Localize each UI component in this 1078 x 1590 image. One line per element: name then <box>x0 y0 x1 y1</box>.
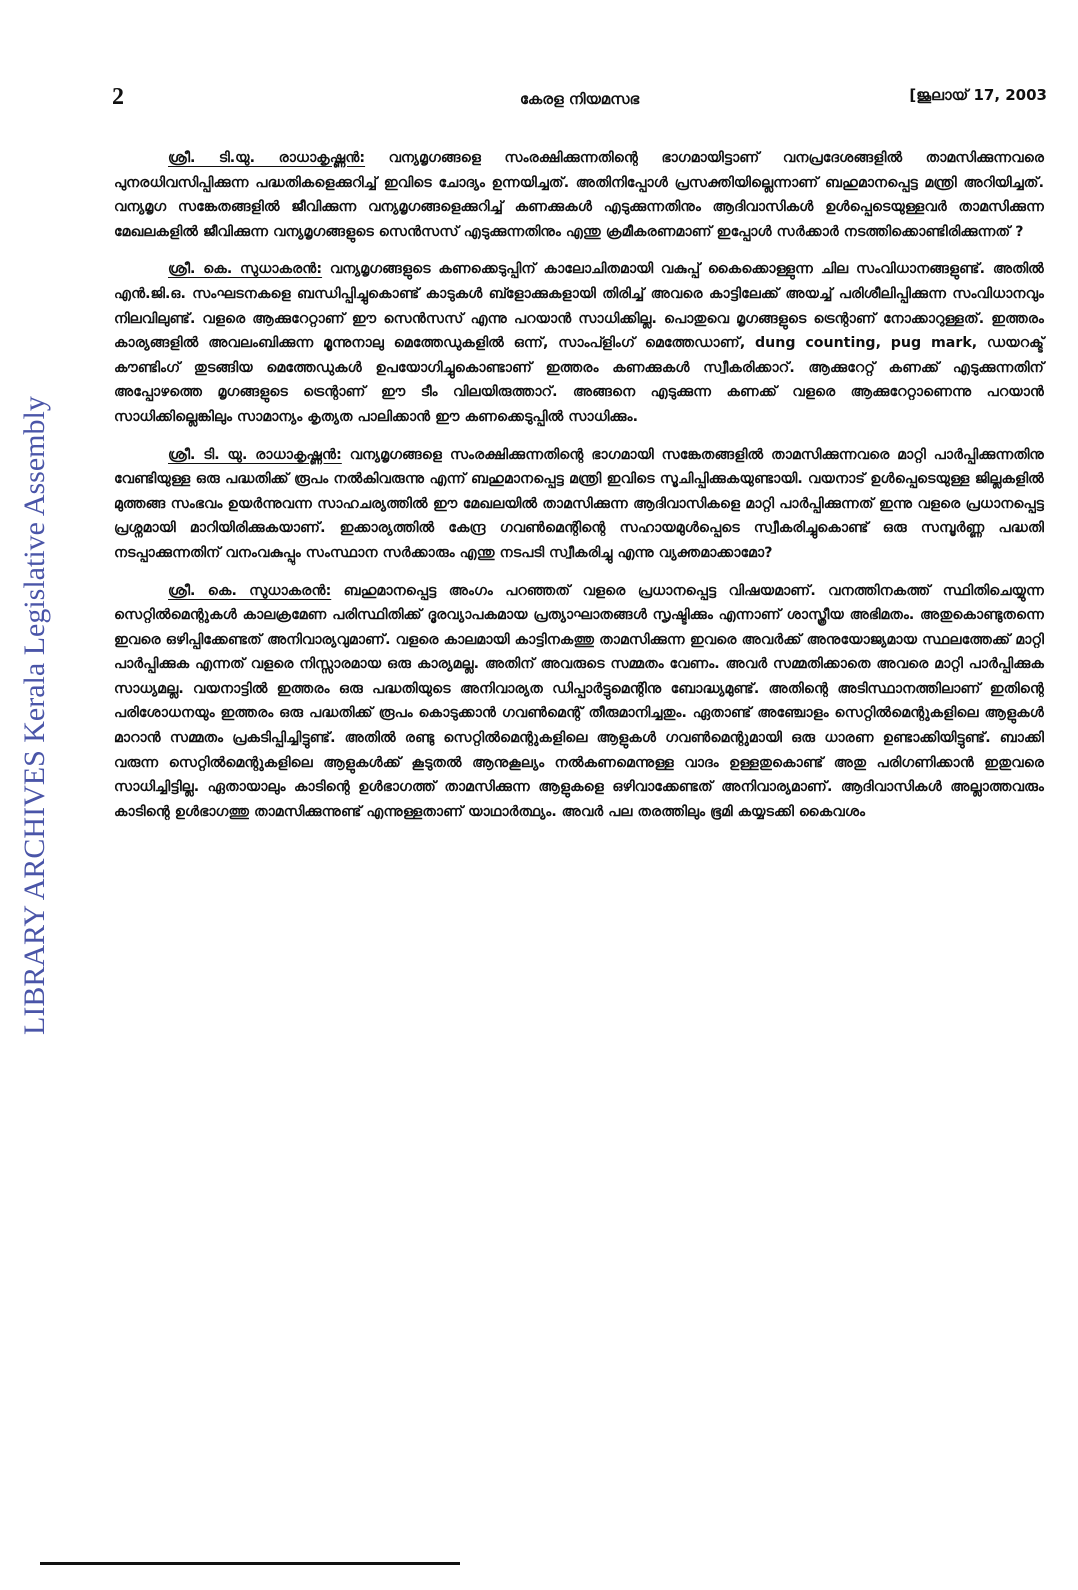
paragraph-4 <box>114 579 1044 825</box>
footer-rule <box>40 1562 460 1565</box>
speaker-name: ശ്രീ. കെ. സുധാകരൻ: <box>168 261 323 278</box>
paragraph-text: വന്യമൃഗങ്ങളെ സംരക്ഷിക്കുന്നതിന്റെ ഭാഗമായിട്ടാണ് വനപ്രദേശങ്ങളിൽ താമസിക്കുന്നവരെ പുനരധിവസിപ്പിക്കുന്ന പദ്ധതികളെക്കുറിച്ച് ഇവിടെ ചോദ്യം ഉന്നയിച്ചത്. അതിനിപ്പോൾ പ്രസക്തിയില്ലെന്നാണ് ബഹുമാനപ്പെട്ട മന്ത്രി അറിയിച്ചത്. വന്യമൃഗ സങ്കേതങ്ങളിൽ ജീവിക്കുന്ന വന്യമൃഗങ്ങളെക്കുറിച്ച് കണക്കുകൾ എടുക്കുന്നതിനും ആദിവാസികൾ ഉൾപ്പെടെയുള്ളവർ താമസിക്കുന്ന മേഖലകളിൽ ജീവിക്കുന്ന വന്യമൃഗങ്ങളുടെ സെൻസസ് എടുക്കുന്നതിനും എന്തു ക്രമീകരണമാണ് ഇപ്പോൾ സർക്കാർ നടത്തിക്കൊണ്ടിരിക്കുന്നത് ? <box>114 150 1044 240</box>
archive-watermark: LIBRARY ARCHIVES Kerala Legislative Assembly <box>18 396 51 1035</box>
paragraph-2 <box>114 257 1044 429</box>
page-header <box>112 84 1047 124</box>
speaker-name: ശ്രീ. ടി.യു. രാധാകൃഷ്ണൻ: <box>168 150 366 166</box>
paragraph-text: ബഹുമാനപ്പെട്ട അംഗം പറഞ്ഞത് വളരെ പ്രധാനപ്പെട്ട വിഷയമാണ്. വനത്തിനകത്ത് സ്ഥിതിചെയ്യുന്ന സെറ്റിൽമെന്റുകൾ കാലക്രമേണ പരിസ്ഥിതിക്ക് ദൂരവ്യാപകമായ പ്രത്യാഘാതങ്ങൾ സൃഷ്ടിക്കും എന്നാണ് ശാസ്ത്രീയ അഭിമതം. അതുകൊണ്ടുതന്നെ ഇവരെ ഒഴിപ്പിക്കേണ്ടത് അനിവാര്യവുമാണ്. വളരെ കാലമായി കാട്ടിനകത്തു താമസിക്കുന്ന ഇവരെ അവർക്ക് അനുയോജ്യമായ സ്ഥലത്തേക്ക് മാറ്റി പാർപ്പിക്കുക എന്നത് വളരെ നിസ്സാരമായ ഒരു കാര്യമല്ല. അതിന് അവരുടെ സമ്മതം വേണം. അവർ സമ്മതിക്കാതെ അവരെ മാറ്റി പാർപ്പിക്കുക സാധ്യമല്ല. വയനാട്ടിൽ ഇത്തരം ഒരു പദ്ധതിയുടെ അനിവാര്യത ഡിപ്പാർട്ടുമെന്റിനു ബോദ്ധ്യമുണ്ട്. അതിന്റെ അടിസ്ഥാനത്തിലാണ് ഇതിന്റെ പരിശോധനയും ഇത്തരം ഒരു പദ്ധതിക്ക് രൂപം കൊടുക്കാൻ ഗവൺമെന്റ് തീരുമാനിച്ചതും. ഏതാണ്ട് അഞ്ചോളം സെറ്റിൽമെന്റുകളിലെ ആളുകൾ മാറാൻ സമ്മതം പ്രകടിപ്പിച്ചിട്ടുണ്ട്. അതിൽ രണ്ടു സെറ്റിൽമെന്റുകളിലെ ആളുകൾ ഗവൺമെന്റുമായി ഒരു ധാരണ ഉണ്ടാക്കിയിട്ടുണ്ട്. ബാക്കി വരുന്ന സെറ്റിൽമെന്റുകളിലെ ആളുകൾക്ക് കൂടുതൽ ആനുകൂല്യം നൽകണമെന്നുള്ള വാദം ഉള്ളതുകൊണ്ട് അതു പരിഗണിക്കാൻ ഇതുവരെ സാധിച്ചിട്ടില്ല. ഏതായാലും കാടിന്റെ ഉൾഭാഗത്ത് താമസിക്കുന്ന ആളുകളെ ഒഴിവാക്കേണ്ടത് അനിവാര്യമാണ്. ആദിവാസികൾ അല്ലാത്തവരും കാടിന്റെ ഉൾഭാഗത്തു താമസിക്കുന്നുണ്ട് എന്നുള്ളതാണ് യാഥാർത്ഥ്യം. അവർ പല തരത്തിലും ഭൂമി കയ്യടക്കി കൈവശം <box>114 582 1044 820</box>
paragraph-text: വന്യമൃഗങ്ങളെ സംരക്ഷിക്കുന്നതിന്റെ ഭാഗമായി സങ്കേതങ്ങളിൽ താമസിക്കുന്നവരെ മാറ്റി പാർപ്പിക്കുന്നതിനു വേണ്ടിയുള്ള ഒരു പദ്ധതിക്ക് രൂപം നൽകിവരുന്നു എന്ന് ബഹുമാനപ്പെട്ട മന്ത്രി ഇവിടെ സൂചിപ്പിക്കുകയുണ്ടായി. വയനാട് ഉൾപ്പെടെയുള്ള ജില്ലകളിൽ മുത്തങ്ങ സംഭവം ഉയർന്നുവന്ന സാഹചര്യത്തിൽ ഈ മേഖലയിൽ താമസിക്കുന്ന ആദിവാസികളെ മാറ്റി പാർപ്പിക്കുന്നത് ഇന്നു വളരെ പ്രധാനപ്പെട്ട പ്രശ്നമായി മാറിയിരിക്കുകയാണ്. ഇക്കാര്യത്തിൽ കേന്ദ്ര ഗവൺമെന്റിന്റെ സഹായമുൾപ്പെടെ സ്വീകരിച്ചുകൊണ്ട് ഒരു സമ്പൂർണ്ണ പദ്ധതി നടപ്പാക്കുന്നതിന് വനംവകുപ്പും സംസ്ഥാന സർക്കാരും എന്തു നടപടി സ്വീകരിച്ചു എന്നു വ്യക്തമാക്കാമോ? <box>114 446 1044 561</box>
paragraph-text: വന്യമൃഗങ്ങളുടെ കണക്കെടുപ്പിന് കാലോചിതമായി വകുപ്പ് കൈക്കൊള്ളുന്ന ചില സംവിധാനങ്ങളുണ്ട്. അതിൽ എൻ.ജി.ഒ. സംഘടനകളെ ബന്ധിപ്പിച്ചുകൊണ്ട് കാടുകൾ ബ്ളോക്കുകളായി തിരിച്ച് അവരെ കാട്ടിലേക്ക് അയച്ച് പരിശീലിപ്പിക്കുന്ന സംവിധാനവും നിലവിലുണ്ട്. വളരെ ആക്കുറേറ്റാണ് ഈ സെൻസസ് എന്നു പറയാൻ സാധിക്കില്ല. പൊതുവെ മൃഗങ്ങളുടെ ട്രെന്റാണ് നോക്കാറുള്ളത്. ഇത്തരം കാര്യങ്ങളിൽ അവലംബിക്കുന്ന മൂന്നുനാലു മെത്തേഡുകളിൽ ഒന്ന്, സാംപ്ളിംഗ് മെത്തേഡാണ്, dung counting, pug mark, ഡയറക്ട് കൗണ്ടിംഗ് തുടങ്ങിയ മെത്തേഡുകൾ ഉപയോഗിച്ചുകൊണ്ടാണ് ഇത്തരം കണക്കുകൾ സ്വീകരിക്കാറ്. ആക്കുറേറ്റ് കണക്ക് എടുക്കുന്നതിന് അപ്പോഴത്തെ മൃഗങ്ങളുടെ ട്രെന്റാണ് ഈ ടീം വിലയിരുത്താറ്. അങ്ങനെ എടുക്കുന്ന കണക്ക് വളരെ ആക്കുറേറ്റാണെന്നു പറയാൻ സാധിക്കില്ലെങ്കിലും സാമാന്യം കൃത്യത പാലിക്കാൻ ഈ കണക്കെടുപ്പിൽ സാധിക്കും. <box>114 261 1044 425</box>
speaker-name: ശ്രീ. കെ. സുധാകരൻ: <box>168 582 332 599</box>
header-date: [ജൂലായ് 17, 2003 <box>909 86 1047 104</box>
page-number: 2 <box>112 84 124 110</box>
paragraph-3 <box>114 443 1044 566</box>
proceedings-text <box>114 146 1044 837</box>
paragraph-1 <box>114 146 1044 244</box>
running-title: കേരള നിയമസഭ <box>519 90 640 108</box>
speaker-name: ശ്രീ. ടി. യു. രാധാകൃഷ്ണൻ: <box>168 446 342 463</box>
